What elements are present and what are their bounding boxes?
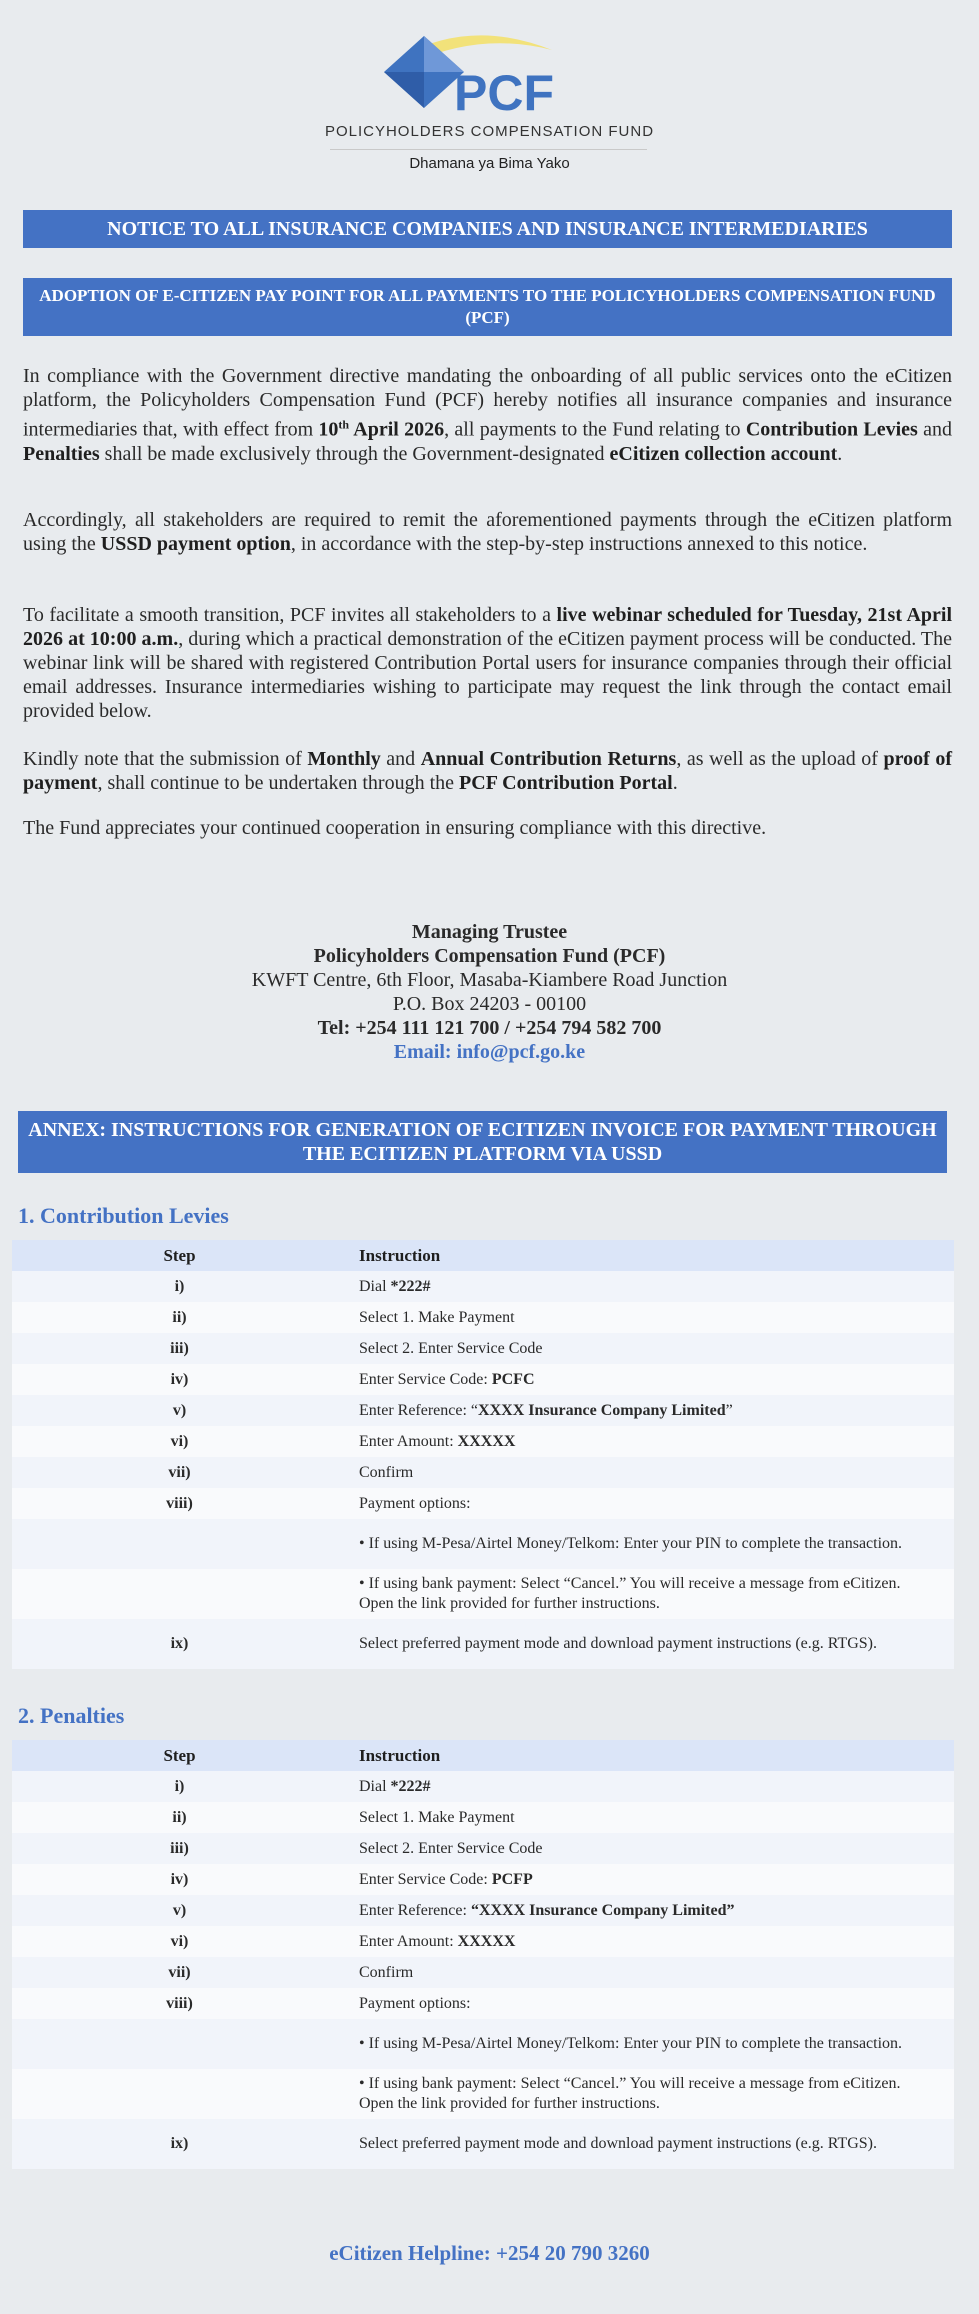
signature-address: KWFT Centre, 6th Floor, Masaba-Kiambere Road Junction (251, 969, 728, 991)
table-row (12, 1802, 954, 1833)
table-row (12, 1895, 954, 1926)
penalties-table-body (12, 1740, 954, 2169)
step-number: iii) (170, 1339, 189, 1357)
step-number: iii) (170, 1839, 189, 1857)
paragraph-webinar: To facilitate a smooth transition, PCF invites all stakeholders to a live webinar scheduled for Tuesday, 21st April 2026 at 10:00 a.m., during which a practical demonstration of the eCitizen payment process will be conducted. The webinar link will be shared with registered Contribution Portal users for insurance companies through their official email addresses. Insurance intermediaries wishing to participate may request the link through the contact email provided below. (23, 604, 953, 722)
header-step: Step (163, 1245, 196, 1265)
table-row (12, 1988, 954, 2019)
notice-title-bar: NOTICE TO ALL INSURANCE COMPANIES AND INSURANCE INTERMEDIARIES (23, 210, 952, 248)
pcf-logo-mark-icon (362, 28, 582, 123)
header-step: Step (163, 1745, 196, 1765)
step-instruction: Payment options: (359, 1494, 471, 1512)
adoption-title-bar: ADOPTION OF E-CITIZEN PAY POINT FOR ALL PAYMENTS TO THE POLICYHOLDERS COMPENSATION FUND (PCF) (23, 278, 952, 336)
step-number: v) (172, 1901, 187, 1919)
signature-block (0, 920, 979, 1064)
logo-divider (330, 149, 647, 150)
ecitizen-helpline: eCitizen Helpline: +254 20 790 3260 (329, 2241, 650, 2265)
step-instruction: • If using bank payment: Select “Cancel.” You will receive a message from eCitizen. Open the link provided for further instructions. (359, 1575, 901, 1612)
step-number (12, 1569, 347, 1619)
signature-po-box: P.O. Box 24203 - 00100 (392, 993, 587, 1015)
table-row (12, 1488, 954, 1519)
signature-org: Policyholders Compensation Fund (PCF) (313, 945, 666, 967)
step-instruction: Select 1. Make Payment (359, 1308, 515, 1326)
table-header-row (12, 1740, 954, 1771)
step-instruction: • If using M-Pesa/Airtel Money/Telkom: Enter your PIN to complete the transaction. (359, 2035, 903, 2052)
step-instruction: Enter Service Code: PCFP (359, 1870, 533, 1888)
step-instruction: Select preferred payment mode and download payment instructions (e.g. RTGS). (359, 2135, 878, 2152)
step-number: iv) (170, 1370, 189, 1388)
signature-tel: Tel: +254 111 121 700 / +254 794 582 700 (317, 1017, 662, 1039)
step-number (12, 2069, 347, 2119)
logo-tagline: Dhamana ya Bima Yako (409, 155, 570, 172)
step-instruction: Enter Amount: XXXXX (359, 1432, 516, 1450)
step-number: viii) (166, 1994, 193, 2012)
step-instruction: Select 2. Enter Service Code (359, 1339, 543, 1357)
step-instruction: Select 2. Enter Service Code (359, 1839, 543, 1857)
pcf-logo (0, 28, 979, 178)
table-row (12, 1395, 954, 1426)
step-instruction: Select 1. Make Payment (359, 1808, 515, 1826)
paragraph-compliance: In compliance with the Government directive mandating the onboarding of all public services onto the eCitizen platform, the Policyholders Compensation Fund (PCF) hereby notifies all insurance companies and insurance intermediaries that, with effect from 10th April 2026, all payments to the Fund relating to Contribution Levies and Penalties shall be made exclusively through the Government-designated eCitizen collection account. (23, 365, 953, 465)
step-instruction: Enter Amount: XXXXX (359, 1932, 516, 1950)
table-row (12, 1364, 954, 1395)
step-number: vi) (170, 1932, 189, 1950)
table-row (12, 1569, 954, 1619)
step-number: ix) (170, 2135, 189, 2152)
paragraph-ussd: Accordingly, all stakeholders are required to remit the aforementioned payments through the eCitizen platform using the USSD payment option, in accordance with the step-by-step instructions annexed to this notice. (23, 509, 952, 555)
step-number: vii) (168, 1963, 191, 1981)
step-number: viii) (166, 1494, 193, 1512)
step-number: iv) (170, 1870, 189, 1888)
paragraph-returns: Kindly note that the submission of Monthly and Annual Contribution Returns, as well as the upload of proof of payment, shall continue to be undertaken through the PCF Contribution Portal. (23, 748, 952, 794)
levies-section-title: 1. Contribution Levies (18, 1203, 229, 1228)
table-row (12, 1619, 954, 1669)
levies-steps-table (12, 1240, 954, 1669)
table-header-row (12, 1240, 954, 1271)
step-instruction: Dial *222# (359, 1277, 431, 1295)
table-row (12, 2119, 954, 2169)
logo-mark-text: PCF (454, 65, 554, 121)
step-instruction: Select preferred payment mode and download payment instructions (e.g. RTGS). (359, 1635, 878, 1652)
step-instruction: Enter Reference: “XXXX Insurance Company Limited” (359, 1401, 733, 1419)
step-number (12, 1519, 347, 1569)
signature-title: Managing Trustee (411, 921, 568, 943)
logo-org-name: POLICYHOLDERS COMPENSATION FUND (324, 123, 655, 140)
table-row (12, 1957, 954, 1988)
table-row (12, 1426, 954, 1457)
step-number (12, 2019, 347, 2069)
step-instruction: • If using bank payment: Select “Cancel.” You will receive a message from eCitizen. Open the link provided for further instructions. (359, 2075, 901, 2112)
step-number: ii) (172, 1808, 187, 1826)
step-number: ii) (172, 1308, 187, 1326)
step-instruction: Confirm (359, 1463, 414, 1481)
paragraph-closing: The Fund appreciates your continued cooperation in ensuring compliance with this directive. (23, 817, 767, 839)
table-row (12, 1333, 954, 1364)
step-instruction: Enter Service Code: PCFC (359, 1370, 535, 1388)
step-instruction: • If using M-Pesa/Airtel Money/Telkom: Enter your PIN to complete the transaction. (359, 1535, 903, 1552)
step-number: ix) (170, 1635, 189, 1652)
table-row (12, 2069, 954, 2119)
table-row (12, 1864, 954, 1895)
step-instruction: Dial *222# (359, 1777, 431, 1795)
table-row (12, 1271, 954, 1302)
penalties-steps-table (12, 1740, 954, 2169)
signature-email-link[interactable]: Email: info@pcf.go.ke (393, 1041, 586, 1063)
step-number: v) (172, 1401, 187, 1419)
table-row (12, 1457, 954, 1488)
header-instruction: Instruction (359, 1245, 441, 1265)
step-instruction: Enter Reference: “XXXX Insurance Company Limited” (359, 1901, 735, 1919)
step-instruction: Payment options: (359, 1994, 471, 2012)
header-instruction: Instruction (359, 1745, 441, 1765)
table-row (12, 2019, 954, 2069)
levies-table-body (12, 1240, 954, 1669)
table-row (12, 1302, 954, 1333)
step-number: i) (174, 1277, 185, 1295)
step-number: vi) (170, 1432, 189, 1450)
table-row (12, 1519, 954, 1569)
table-row (12, 1833, 954, 1864)
step-number: vii) (168, 1463, 191, 1481)
step-instruction: Confirm (359, 1963, 414, 1981)
step-number: i) (174, 1777, 185, 1795)
penalties-section-title: 2. Penalties (18, 1703, 125, 1728)
annex-title-bar: ANNEX: INSTRUCTIONS FOR GENERATION OF ECITIZEN INVOICE FOR PAYMENT THROUGH THE ECITIZEN PLATFORM VIA USSD (18, 1111, 947, 1173)
table-row (12, 1926, 954, 1957)
table-row (12, 1771, 954, 1802)
